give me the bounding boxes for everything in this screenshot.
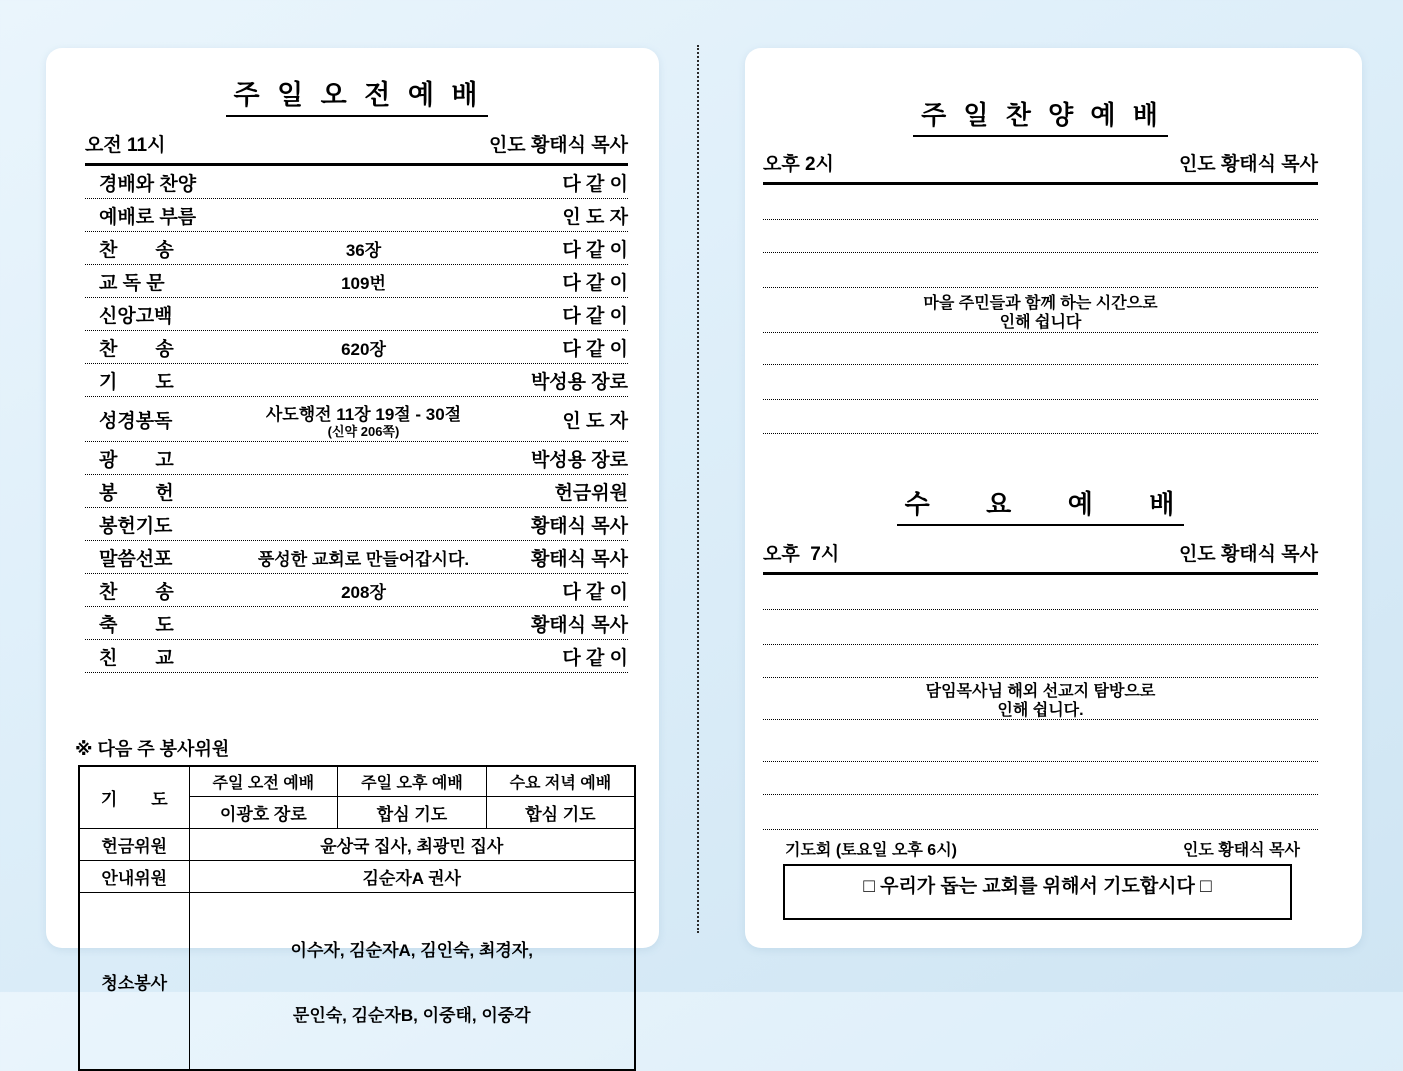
service-time: 오전 11시 — [85, 135, 166, 156]
worship-item-label: 신앙고백 — [99, 305, 173, 327]
worship-leader: 황태식 목사 — [530, 548, 628, 570]
committee-heading: ※ 다음 주 봉사위원 — [75, 739, 230, 759]
worship-leader: 다 같 이 — [562, 239, 628, 261]
ruled-line — [763, 185, 1318, 220]
committee-col-header: 수요 저녁 예배 — [486, 766, 635, 797]
worship-row-scripture — [85, 397, 628, 442]
worship-item-label: 기 도 — [99, 371, 174, 393]
cleaning-names-line1: 이수자, 김순자A, 김인숙, 최경자, — [290, 941, 533, 960]
worship-item-label: 경배와 찬양 — [99, 173, 197, 195]
prayer-box-text: □ 우리가 돕는 교회를 위해서 기도합시다 □ — [863, 876, 1212, 897]
worship-leader: 다 같 이 — [562, 647, 628, 669]
worship-leader: 황태식 목사 — [530, 614, 628, 636]
ruled-line — [763, 220, 1318, 253]
prayer-meeting-label: 기도회 (토요일 오후 6시) — [785, 842, 957, 859]
ruled-line — [763, 720, 1318, 762]
committee-row-label: 헌금위원 — [79, 829, 189, 861]
worship-detail: 36장 — [345, 240, 382, 260]
prayer-meeting-header — [763, 837, 1318, 860]
wednesday-service-title-wrap — [763, 484, 1318, 526]
service-leader: 인도 황태식 목사 — [488, 135, 628, 156]
worship-row — [85, 298, 628, 331]
worship-item-label: 찬 송 — [99, 338, 174, 360]
committee-table — [78, 765, 636, 1071]
worship-row — [85, 607, 628, 640]
worship-detail: 풍성한 교회로 만들어갑시다. — [257, 549, 470, 569]
worship-leader: 헌금위원 — [554, 482, 628, 504]
praise-service-title: 주 일 찬 양 예 배 — [913, 95, 1168, 137]
page-divider — [697, 45, 699, 933]
committee-row-label: 청소봉사 — [79, 893, 189, 1071]
ruled-line — [763, 333, 1318, 365]
note-line1: 마을 주민들과 함께 하는 시간으로 — [923, 295, 1158, 312]
ruled-line — [763, 610, 1318, 645]
note-line1: 담임목사님 해외 선교지 탐방으로 — [925, 683, 1156, 700]
ruled-line — [763, 762, 1318, 795]
worship-row — [85, 640, 628, 673]
worship-item-label: 찬 송 — [99, 239, 174, 261]
service-leader: 인도 황태식 목사 — [1178, 154, 1318, 175]
worship-detail — [251, 400, 476, 438]
committee-prayer-value: 합심 기도 — [486, 797, 635, 829]
service-time: 오후 7시 — [763, 544, 840, 565]
worship-row — [85, 166, 628, 199]
worship-row — [85, 199, 628, 232]
bulletin-left-page — [46, 48, 659, 1025]
service-leader: 인도 황태식 목사 — [1178, 544, 1318, 565]
worship-row — [85, 265, 628, 298]
note-line2: 인해 쉽니다 — [999, 314, 1082, 331]
morning-service-title: 주 일 오 전 예 배 — [226, 73, 488, 117]
worship-leader: 인 도 자 — [562, 410, 628, 432]
worship-leader: 다 같 이 — [562, 272, 628, 294]
ruled-line — [763, 575, 1318, 610]
ruled-line — [763, 795, 1318, 830]
morning-service-header — [85, 130, 628, 166]
service-time: 오후 2시 — [763, 154, 834, 175]
praise-service-title-wrap — [763, 95, 1318, 137]
worship-item-label: 봉 헌 — [99, 482, 174, 504]
worship-leader: 다 같 이 — [562, 173, 628, 195]
committee-prayer-value: 이광호 장로 — [189, 797, 338, 829]
worship-leader: 박성용 장로 — [530, 371, 628, 393]
worship-row — [85, 442, 628, 475]
worship-row — [85, 541, 628, 574]
worship-detail: 620장 — [341, 339, 386, 359]
worship-row — [85, 232, 628, 265]
ruled-line — [763, 253, 1318, 288]
ruled-line — [763, 400, 1318, 434]
bulletin-right-page — [745, 48, 1362, 948]
committee-row-value: 윤상국 집사, 최광민 집사 — [189, 829, 635, 861]
wednesday-service-note — [763, 678, 1318, 720]
note-line2: 인해 쉽니다. — [997, 702, 1084, 719]
table-row — [79, 766, 635, 797]
worship-leader: 다 같 이 — [562, 305, 628, 327]
ruled-line — [763, 365, 1318, 400]
worship-item-label: 봉헌기도 — [99, 515, 173, 537]
worship-item-label: 교 독 문 — [99, 272, 165, 294]
committee-col-header: 주일 오전 예배 — [189, 766, 338, 797]
service-leader: 인도 황태식 목사 — [1182, 842, 1300, 859]
table-row — [79, 861, 635, 893]
worship-leader: 황태식 목사 — [530, 515, 628, 537]
worship-row — [85, 508, 628, 541]
worship-row — [85, 364, 628, 397]
worship-leader: 다 같 이 — [562, 338, 628, 360]
committee-row-label: 안내위원 — [79, 861, 189, 893]
worship-row — [85, 331, 628, 364]
wednesday-service-title: 수 요 예 배 — [897, 484, 1185, 526]
cleaning-names-line2: 문인숙, 김순자B, 이중태, 이중각 — [292, 1006, 531, 1025]
committee-prayer-value: 합심 기도 — [338, 797, 487, 829]
committee-row-value — [189, 893, 635, 1071]
table-row — [79, 829, 635, 861]
worship-item-label: 성경봉독 — [99, 410, 173, 432]
worship-item-label: 친 교 — [99, 647, 174, 669]
worship-item-label: 말씀선포 — [99, 548, 173, 570]
worship-item-label: 광 고 — [99, 449, 174, 471]
praise-service-header — [763, 149, 1318, 185]
scripture-page: (신약 206쪽) — [327, 424, 400, 439]
table-row — [79, 893, 635, 1071]
committee-row-value: 김순자A 권사 — [189, 861, 635, 893]
worship-detail: 109번 — [341, 273, 386, 293]
committee-prayer-label: 기 도 — [79, 766, 189, 829]
worship-leader: 다 같 이 — [562, 581, 628, 603]
worship-row — [85, 574, 628, 607]
morning-service-title-wrap — [85, 73, 628, 117]
worship-row — [85, 475, 628, 508]
praise-service-note — [763, 288, 1318, 333]
worship-item-label: 예배로 부름 — [99, 206, 197, 228]
committee-col-header: 주일 오후 예배 — [338, 766, 487, 797]
scripture-reference: 사도행전 11장 19절 - 30절 — [265, 405, 462, 424]
ruled-line — [763, 645, 1318, 678]
worship-detail: 208장 — [341, 582, 386, 602]
worship-leader: 박성용 장로 — [530, 449, 628, 471]
prayer-box — [783, 864, 1292, 920]
worship-leader: 인 도 자 — [562, 206, 628, 228]
worship-item-label: 축 도 — [99, 614, 174, 636]
worship-item-label: 찬 송 — [99, 581, 174, 603]
wednesday-service-header — [763, 539, 1318, 575]
